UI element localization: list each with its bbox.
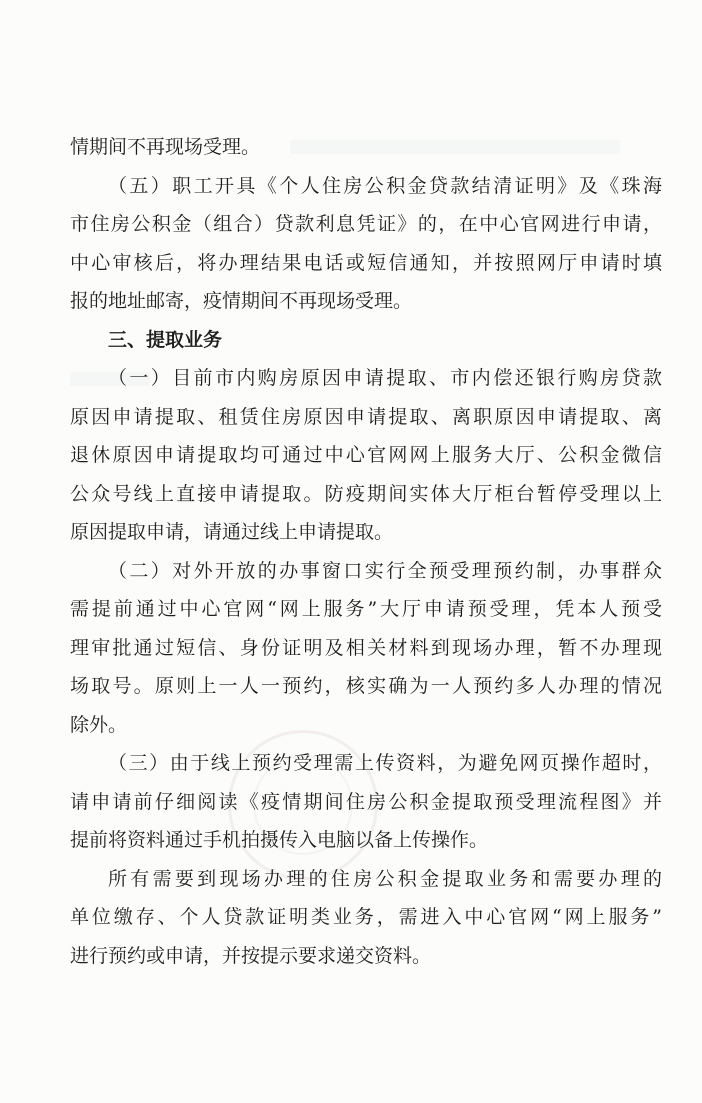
text-line: 请申请前仔细阅读《疫情期间住房公积金提取预受理流程图》并	[70, 790, 662, 813]
text-line: 理审批通过短信、身份证明及相关材料到现场办理，暂不办理现	[70, 636, 662, 659]
text-line: 除外。	[70, 713, 128, 736]
text-line: （五）职工开具《个人住房公积金贷款结清证明》及《珠海	[108, 174, 662, 197]
text-line: （一）目前市内购房原因申请提取、市内偿还银行购房贷款	[108, 367, 662, 389]
text-line: （三）由于线上预约受理需上传资料，为避免网页操作超时，	[108, 752, 662, 774]
text-line: 中心审核后，将办理结果电话或短信通知，并按照网厅申请时填	[70, 251, 662, 274]
text-line: 情期间不再现场受理。	[70, 136, 261, 158]
text-line: 公众号线上直接申请提取。防疫期间实体大厅柜台暂停受理以上	[70, 482, 662, 505]
text-line: （二）对外开放的办事窗口实行全预受理预约制，办事群众	[108, 559, 662, 582]
text-line: 所有需要到现场办理的住房公积金提取业务和需要办理的	[108, 867, 662, 890]
text-line: 报的地址邮寄，疫情期间不再现场受理。	[70, 290, 413, 312]
text-line: 进行预约或申请，并按提示要求递交资料。	[70, 944, 432, 967]
text-line: 退休原因申请提取均可通过中心官网网上服务大厅、公积金微信	[70, 444, 662, 466]
text-line: 场取号。原则上一人一预约，核实确为一人预约多人办理的情况	[70, 675, 662, 697]
text-line: 原因提取申请，请通过线上申请提取。	[70, 521, 394, 543]
text-line: 原因申请提取、租赁住房原因申请提取、离职原因申请提取、离	[70, 405, 662, 428]
section-heading: 三、提取业务	[108, 328, 223, 351]
text-line: 单位缴存、个人贷款证明类业务，需进入中心官网“网上服务”	[70, 906, 662, 928]
text-line: 市住房公积金（组合）贷款利息凭证》的，在中心官网进行申请，	[70, 213, 662, 235]
document-body	[70, 128, 662, 975]
text-line: 需提前通过中心官网“网上服务”大厅申请预受理，凭本人预受	[70, 598, 662, 620]
text-line: 提前将资料通过手机拍摄传入电脑以备上传操作。	[70, 829, 489, 851]
